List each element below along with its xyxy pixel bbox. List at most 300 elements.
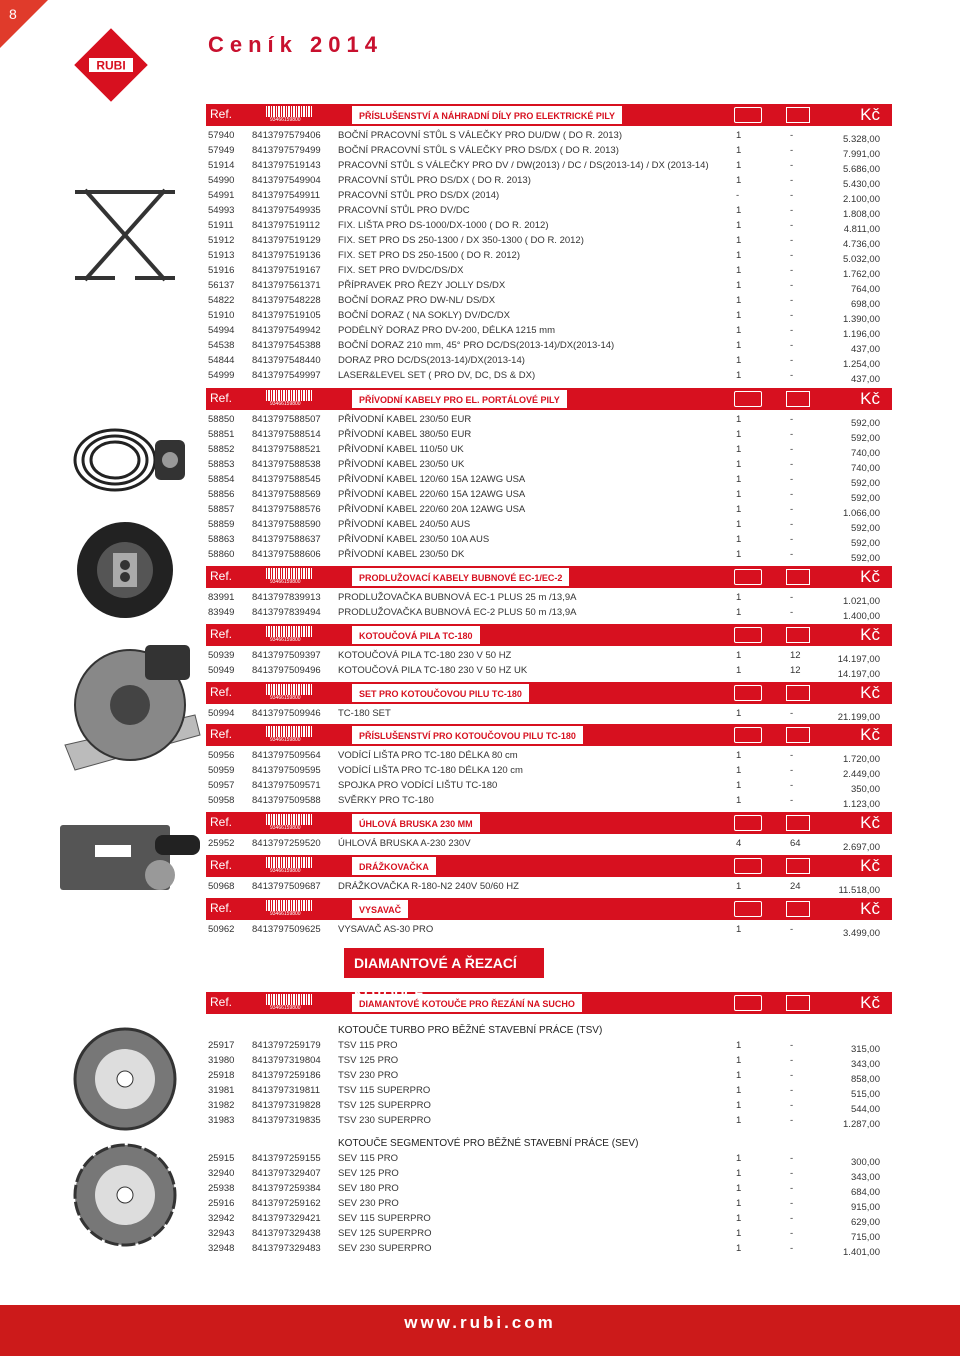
group-subtitle: KOTOUČE TURBO PRO BĚŽNÉ STAVEBNÍ PRÁCE (TSV) [338,1025,603,1036]
description: BOČNÍ DORAZ ( NA SOKLY) DV/DC/DX [338,310,510,321]
table-row [206,427,892,442]
qty-pack: 1 [736,295,742,306]
qty-pack: 1 [736,924,742,935]
description: PODÉLNÝ DORAZ PRO DV-200, DÉLKA 1215 mm [338,325,555,336]
currency-label: Kč [860,625,880,644]
table-row [206,836,892,851]
ref-number: 58852 [208,444,235,455]
description: TSV 230 SUPERPRO [338,1115,431,1126]
rubi-logo [72,26,150,104]
currency-label: Kč [860,105,880,124]
table-row [206,412,892,427]
ean-code: 8413797319828 [252,1100,321,1111]
qty-pallet: - [790,592,794,603]
description: TSV 115 PRO [338,1040,398,1051]
qty-pallet: - [790,145,794,156]
ref-label: Ref. [210,685,233,699]
description: LASER&LEVEL SET ( PRO DV, DC, DS & DX) [338,370,536,381]
ean-code: 8413797329407 [252,1168,321,1179]
ref-label: Ref. [210,391,233,405]
table-row [206,248,892,263]
ean-code: 8413797259384 [252,1183,321,1194]
description: KOTOUČOVÁ PILA TC-180 230 V 50 HZ UK [338,665,528,676]
ean-code: 8413797548440 [252,355,321,366]
ref-number: 54991 [208,190,235,201]
table-row [206,706,892,721]
qty-pallet: - [790,220,794,231]
pallet-icon [786,901,810,917]
description: ÚHLOVÁ BRUSKA A-230 230V [338,838,471,849]
price: 343,00 [850,1059,880,1070]
price: 14.197,00 [837,669,880,680]
ean-code: 8413797588637 [252,534,321,545]
qty-pack: 1 [736,175,742,186]
table-row [206,263,892,278]
qty-pack: 1 [736,130,742,141]
qty-pack: 1 [736,310,742,321]
price: 1.400,00 [843,611,880,622]
ref-label: Ref. [210,569,233,583]
ean-code: 8413797519129 [252,235,321,246]
section-header [206,566,892,588]
table-row [206,293,892,308]
description: PŘÍVODNÍ KABEL 240/50 AUS [338,519,471,530]
section-title: DIAMANTOVÉ KOTOUČE PRO ŘEZÁNÍ NA SUCHO [352,994,582,1012]
ref-number: 31983 [208,1115,235,1126]
ref-number: 58854 [208,474,235,485]
price: 592,00 [850,493,880,504]
ref-number: 54999 [208,370,235,381]
barcode-icon [266,390,312,401]
description: VODÍCÍ LIŠTA PRO TC-180 DÉLKA 80 cm [338,750,518,761]
qty-pack: 1 [736,1070,742,1081]
barcode-number: 93466159800 [270,117,301,123]
ref-number: 54990 [208,175,235,186]
table-row [206,793,892,808]
barcode-icon [266,726,312,737]
circular-saw-illustration [55,625,205,795]
table-row [206,323,892,338]
toolcase-illustration [55,805,205,895]
ean-code: 8413797509687 [252,881,321,892]
price: 764,00 [850,284,880,295]
ean-code: 8413797549904 [252,175,321,186]
description: PRODLUŽOVAČKA BUBNOVÁ EC-1 PLUS 25 m /13,9A [338,592,577,603]
qty-pallet: - [790,235,794,246]
price: 1.808,00 [843,209,880,220]
ref-number: 54844 [208,355,235,366]
description: BOČNÍ DORAZ PRO DW-NL/ DS/DX [338,295,496,306]
barcode-number: 93466159800 [270,868,301,874]
barcode-icon [266,814,312,825]
ref-label: Ref. [210,727,233,741]
description: FIX. SET PRO DS 250-1300 / DX 350-1300 ( DO R. 2012) [338,235,584,246]
description: TSV 125 PRO [338,1055,399,1066]
qty-pallet: - [790,1115,794,1126]
ean-code: 8413797259155 [252,1153,321,1164]
ref-number: 58860 [208,549,235,560]
table-row [206,517,892,532]
ref-number: 51911 [208,220,234,231]
price: 5.430,00 [843,179,880,190]
pallet-icon [786,995,810,1011]
price: 592,00 [850,523,880,534]
price: 592,00 [850,553,880,564]
currency-label: Kč [860,856,880,875]
qty-pack: 1 [736,325,742,336]
section-title: PŘÍSLUŠENSTVÍ A NÁHRADNÍ DÍLY PRO ELEKTRICKÉ PILY [352,106,622,124]
qty-pack: 1 [736,340,742,351]
barcode-icon [266,626,312,637]
price: 11.518,00 [838,885,880,896]
ref-number: 54822 [208,295,235,306]
table-row [206,487,892,502]
qty-pallet: - [790,489,794,500]
qty-pallet: - [790,1243,794,1254]
ean-code: 8413797588576 [252,504,321,515]
ref-number: 31982 [208,1100,235,1111]
table-row [206,1211,892,1226]
price: 7.991,00 [843,149,880,160]
table-row [206,502,892,517]
qty-pack: 1 [736,145,742,156]
description: PRACOVNÍ STŮL PRO DS/DX ( DO R. 2013) [338,175,531,186]
qty-pack: 1 [736,1040,742,1051]
ref-number: 51914 [208,160,235,171]
description: PŘÍPRAVEK PRO ŘEZY JOLLY DS/DX [338,280,506,291]
price: 1.401,00 [843,1247,880,1258]
description: TSV 115 SUPERPRO [338,1085,431,1096]
cable-illustration [55,410,205,510]
table-row [206,879,892,894]
qty-pack: 1 [736,205,742,216]
ref-number: 83949 [208,607,235,618]
package-icon [734,995,762,1011]
qty-pallet: - [790,190,794,201]
package-icon [734,685,762,701]
section-title: KOTOUČOVÁ PILA TC-180 [352,626,480,644]
barcode-icon [266,900,312,911]
price: 5.032,00 [843,254,880,265]
qty-pack: 1 [736,650,742,661]
section [206,855,892,894]
description: FIX. SET PRO DS 250-1500 ( DO R. 2012) [338,250,520,261]
ref-number: 31981 [208,1085,235,1096]
qty-pack: 1 [736,1055,742,1066]
price: 1.066,00 [843,508,880,519]
qty-pallet: - [790,370,794,381]
tsv-disc-illustration [55,1024,205,1134]
section-title: PŘÍVODNÍ KABELY PRO EL. PORTÁLOVÉ PILY [352,390,567,408]
qty-pack: 1 [736,1243,742,1254]
barcode-icon [266,857,312,868]
work-table-illustration [55,180,205,290]
section-title: DRÁŽKOVAČKA [352,857,436,875]
qty-pack: 1 [736,592,742,603]
table-row [206,278,892,293]
price: 21.199,00 [837,712,880,723]
ean-code: 8413797319804 [252,1055,321,1066]
price: 315,00 [850,1044,880,1055]
price: 1.196,00 [843,329,880,340]
barcode-number: 93466159800 [270,1005,301,1011]
qty-pallet: - [790,607,794,618]
pallet-icon [786,727,810,743]
qty-pallet: - [790,1228,794,1239]
section-header [206,104,892,126]
qty-pallet: - [790,205,794,216]
price: 858,00 [850,1074,880,1085]
qty-pack: 1 [736,534,742,545]
qty-pack: 1 [736,220,742,231]
price: 437,00 [850,344,880,355]
barcode-number: 93466159800 [270,825,301,831]
section-title: PRODLUŽOVACÍ KABELY BUBNOVÉ EC-1/EC-2 [352,568,569,586]
qty-pack: 1 [736,1100,742,1111]
table-row [206,158,892,173]
table-row [206,173,892,188]
currency-label: Kč [860,389,880,408]
description: VODÍCÍ LIŠTA PRO TC-180 DÉLKA 120 cm [338,765,523,776]
price: 715,00 [850,1232,880,1243]
ref-number: 83991 [208,592,235,603]
qty-pack: 1 [736,795,742,806]
ref-number: 31980 [208,1055,235,1066]
barcode-number: 93466159800 [270,401,301,407]
qty-pallet: - [790,250,794,261]
qty-pack: 1 [736,280,742,291]
qty-pack: 1 [736,1183,742,1194]
table-row [206,203,892,218]
qty-pack: 1 [736,355,742,366]
ean-code: 8413797549935 [252,205,321,216]
qty-pallet: - [790,1040,794,1051]
currency-label: Kč [860,993,880,1012]
pallet-icon [786,569,810,585]
section [206,624,892,678]
section-header [206,812,892,834]
section [206,724,892,808]
package-icon [734,901,762,917]
section-title: PŘÍSLUŠENSTVÍ PRO KOTOUČOVOU PILU TC-180 [352,726,583,744]
qty-pack: 1 [736,1228,742,1239]
ref-label: Ref. [210,995,233,1009]
price: 4.811,00 [843,224,880,235]
section [206,682,892,721]
description: SEV 115 PRO [338,1153,399,1164]
section-header [206,682,892,704]
table-row [206,547,892,562]
ean-code: 8413797588569 [252,489,321,500]
section-title: VYSAVAČ [352,900,408,918]
qty-pack: 1 [736,665,742,676]
price: 592,00 [850,433,880,444]
ean-code: 8413797588521 [252,444,321,455]
currency-label: Kč [860,725,880,744]
price: 4.736,00 [843,239,880,250]
description: KOTOUČOVÁ PILA TC-180 230 V 50 HZ [338,650,512,661]
currency-label: Kč [860,567,880,586]
ref-number: 51912 [208,235,235,246]
ean-code: 8413797545388 [252,340,321,351]
qty-pack: 1 [736,489,742,500]
section-header [206,898,892,920]
price: 343,00 [850,1172,880,1183]
table-row [206,338,892,353]
qty-pack: 4 [736,838,742,849]
ean-code: 8413797519136 [252,250,321,261]
table-row [206,1151,892,1166]
ean-code: 8413797561371 [252,280,321,291]
description: VYSAVAČ AS-30 PRO [338,924,434,935]
ref-number: 51910 [208,310,235,321]
ref-number: 50939 [208,650,235,661]
ref-label: Ref. [210,815,233,829]
description: PŘÍVODNÍ KABEL 230/50 DK [338,549,465,560]
ean-code: 8413797509571 [252,780,321,791]
ref-number: 25917 [208,1040,235,1051]
qty-pack: 1 [736,504,742,515]
barcode-number: 93466159800 [270,637,301,643]
ref-number: 25952 [208,838,235,849]
ean-code: 8413797839494 [252,607,321,618]
ean-code: 8413797579406 [252,130,321,141]
pallet-icon [786,815,810,831]
section [206,104,892,383]
ref-number: 58857 [208,504,235,515]
description: PRODLUŽOVAČKA BUBNOVÁ EC-2 PLUS 50 m /13,9A [338,607,577,618]
product-group [206,1137,892,1256]
section-title: SET PRO KOTOUČOVOU PILU TC-180 [352,684,529,702]
qty-pallet: 12 [790,650,801,661]
ean-code: 8413797509564 [252,750,321,761]
table-row [206,1083,892,1098]
ref-number: 54994 [208,325,235,336]
pallet-icon [786,685,810,701]
ref-number: 25915 [208,1153,235,1164]
ref-number: 58853 [208,459,235,470]
description: TSV 125 SUPERPRO [338,1100,431,1111]
ref-number: 58863 [208,534,235,545]
ref-number: 56137 [208,280,235,291]
price: 592,00 [850,538,880,549]
section [206,566,892,620]
qty-pallet: 12 [790,665,801,676]
ean-code: 8413797519167 [252,265,321,276]
package-icon [734,391,762,407]
table-row [206,1166,892,1181]
big-section-heading: DIAMANTOVÉ A ŘEZACÍ KOTOUČE [344,948,544,978]
barcode-icon [266,684,312,695]
price: 684,00 [850,1187,880,1198]
ean-code: 8413797519105 [252,310,321,321]
table-row [206,1113,892,1128]
ean-code: 8413797549911 [252,190,320,201]
qty-pallet: - [790,1153,794,1164]
page-corner [0,0,48,48]
qty-pallet: - [790,130,794,141]
qty-pallet: - [790,414,794,425]
ean-code: 8413797509595 [252,765,321,776]
qty-pallet: - [790,1183,794,1194]
qty-pack: 1 [736,750,742,761]
qty-pallet: - [790,534,794,545]
ean-code: 8413797509397 [252,650,321,661]
description: BOČNÍ DORAZ 210 mm, 45° PRO DC/DS(2013-14)/DX(2013-14) [338,340,615,351]
price: 915,00 [850,1202,880,1213]
price: 437,00 [850,374,880,385]
pallet-icon [786,391,810,407]
qty-pallet: - [790,1085,794,1096]
price: 300,00 [850,1157,880,1168]
ean-code: 8413797549942 [252,325,321,336]
qty-pack: 1 [736,881,742,892]
table-row [206,128,892,143]
table-row [206,763,892,778]
qty-pack: - [736,190,740,201]
ean-code: 8413797329421 [252,1213,321,1224]
table-row [206,1038,892,1053]
ref-number: 51916 [208,265,235,276]
qty-pallet: - [790,1070,794,1081]
qty-pallet: - [790,708,794,719]
qty-pallet: - [790,325,794,336]
ref-number: 32943 [208,1228,235,1239]
price: 5.328,00 [843,134,880,145]
ean-code: 8413797588538 [252,459,321,470]
page-number: 8 [9,6,17,22]
barcode-icon [266,994,312,1005]
ref-number: 32948 [208,1243,235,1254]
description: TSV 230 PRO [338,1070,399,1081]
table-row [206,922,892,937]
qty-pallet: - [790,444,794,455]
ref-number: 32942 [208,1213,235,1224]
ean-code: 8413797319811 [252,1085,320,1096]
table-row [206,1053,892,1068]
ean-code: 8413797588545 [252,474,321,485]
cable-reel-illustration [55,515,205,625]
ref-number: 50968 [208,881,235,892]
ean-code: 8413797548228 [252,295,321,306]
ean-code: 8413797509496 [252,665,321,676]
qty-pack: 1 [736,250,742,261]
qty-pallet: - [790,750,794,761]
page-title: Ceník 2014 [208,32,383,57]
section [206,992,892,1016]
qty-pack: 1 [736,444,742,455]
ean-code: 8413797579499 [252,145,321,156]
qty-pack: 1 [736,765,742,776]
qty-pallet: - [790,1055,794,1066]
description: SVĚRKY PRO TC-180 [338,795,434,806]
table-row [206,308,892,323]
price: 515,00 [850,1089,880,1100]
qty-pack: 1 [736,474,742,485]
ref-number: 50949 [208,665,235,676]
ref-number: 25918 [208,1070,235,1081]
description: PŘÍVODNÍ KABEL 230/50 10A AUS [338,534,490,545]
qty-pack: 1 [736,607,742,618]
description: PŘÍVODNÍ KABEL 230/50 UK [338,459,465,470]
section [206,898,892,937]
description: SEV 125 PRO [338,1168,399,1179]
table-row [206,532,892,547]
ref-number: 58850 [208,414,235,425]
ean-code: 8413797329483 [252,1243,321,1254]
table-row [206,648,892,663]
qty-pallet: - [790,924,794,935]
